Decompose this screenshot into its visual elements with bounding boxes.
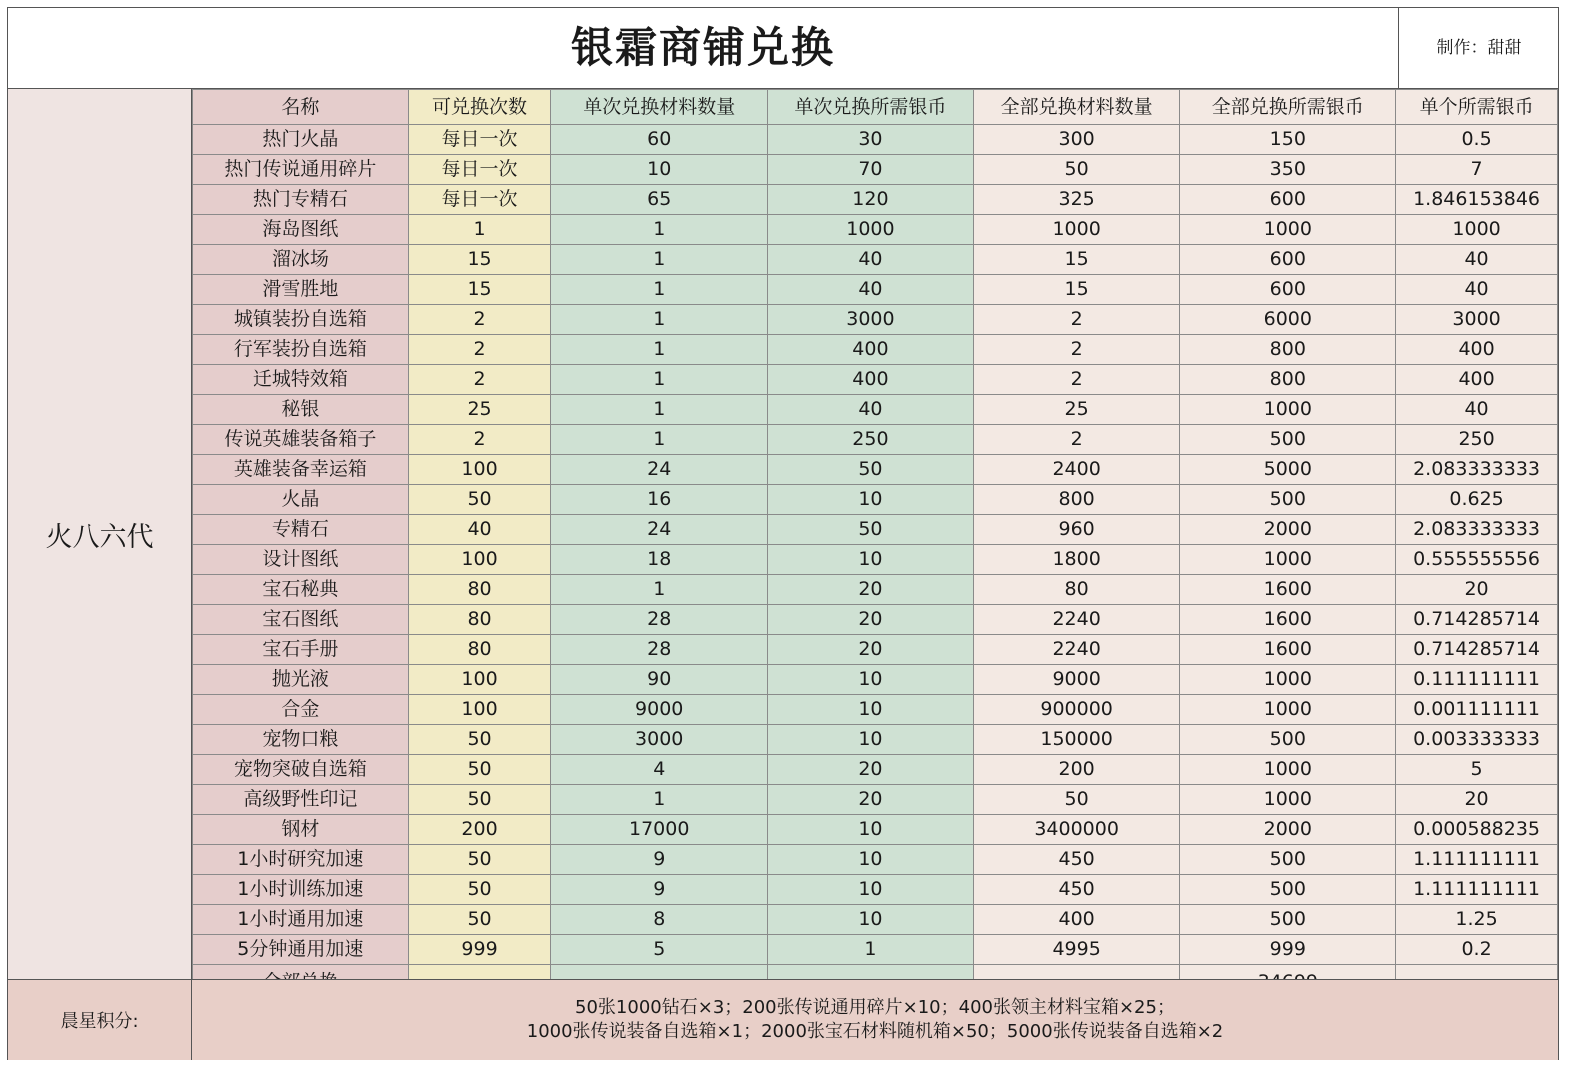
cell-total-coins: 800 <box>1180 335 1396 365</box>
cell-single-qty: 3000 <box>551 725 768 755</box>
cell-name: 热门传说通用碎片 <box>193 155 409 185</box>
table-row <box>193 305 1558 335</box>
cell-unit-coins: 0.001111111 <box>1396 695 1558 725</box>
header-times: 可兑换次数 <box>408 90 551 125</box>
spreadsheet <box>7 7 1559 1060</box>
cell-total-qty: 2240 <box>973 605 1180 635</box>
author-credit: 制作：甜甜 <box>1398 8 1559 88</box>
cell-unit-coins: 1.111111111 <box>1396 845 1558 875</box>
cell-single-coins: 20 <box>768 635 974 665</box>
cell-name: 宠物口粮 <box>193 725 409 755</box>
cell-unit-coins: 20 <box>1396 785 1558 815</box>
cell-total-qty: 2 <box>973 425 1180 455</box>
table-row <box>193 785 1558 815</box>
cell-unit-coins: 0.000588235 <box>1396 815 1558 845</box>
cell-total-qty: 15 <box>973 245 1180 275</box>
cell-times: 2 <box>408 365 551 395</box>
cell-unit-coins: 0.714285714 <box>1396 635 1558 665</box>
cell-unit-coins: 1.25 <box>1396 905 1558 935</box>
table-row <box>193 935 1558 965</box>
footer-line-2: 1000张传说装备自选箱×1；2000张宝石材料随机箱×50；5000张传说装备自选箱×2 <box>526 1021 1224 1042</box>
cell-total-coins: 350 <box>1180 155 1396 185</box>
cell-total-coins: 5000 <box>1180 455 1396 485</box>
table-row <box>193 455 1558 485</box>
cell-total-coins: 600 <box>1180 185 1396 215</box>
cell-single-coins: 400 <box>768 365 974 395</box>
cell-times: 2 <box>408 305 551 335</box>
table-row <box>193 725 1558 755</box>
cell-total-coins: 999 <box>1180 935 1396 965</box>
cell-single-qty: 1 <box>551 365 768 395</box>
cell-total-qty: 300 <box>973 125 1180 155</box>
cell-total-qty: 960 <box>973 515 1180 545</box>
cell-name: 专精石 <box>193 515 409 545</box>
cell-total-qty: 900000 <box>973 695 1180 725</box>
cell-name: 宝石手册 <box>193 635 409 665</box>
cell-total-coins: 500 <box>1180 845 1396 875</box>
cell-single-qty: 1 <box>551 245 768 275</box>
cell-times: 25 <box>408 395 551 425</box>
table-row <box>193 635 1558 665</box>
cell-single-qty: 10 <box>551 155 768 185</box>
header-total-coins: 全部兑换所需银币 <box>1180 90 1396 125</box>
cell-total-coins: 1000 <box>1180 785 1396 815</box>
cell-single-coins: 10 <box>768 665 974 695</box>
cell-times: 2 <box>408 335 551 365</box>
cell-times: 15 <box>408 245 551 275</box>
cell-name: 迁城特效箱 <box>193 365 409 395</box>
cell-unit-coins: 7 <box>1396 155 1558 185</box>
cell-name: 1小时研究加速 <box>193 845 409 875</box>
cell-single-qty: 28 <box>551 605 768 635</box>
cell-single-qty: 8 <box>551 905 768 935</box>
cell-unit-coins: 3000 <box>1396 305 1558 335</box>
table-row <box>193 845 1558 875</box>
cell-unit-coins: 40 <box>1396 245 1558 275</box>
cell-total-coins: 2000 <box>1180 815 1396 845</box>
table-row <box>193 485 1558 515</box>
footer-bar <box>8 979 1558 1060</box>
cell-times: 100 <box>408 695 551 725</box>
cell-total-coins: 1600 <box>1180 575 1396 605</box>
cell-single-coins: 3000 <box>768 305 974 335</box>
cell-single-coins: 20 <box>768 755 974 785</box>
cell-total-qty: 1800 <box>973 545 1180 575</box>
cell-single-qty: 17000 <box>551 815 768 845</box>
cell-total-coins: 2000 <box>1180 515 1396 545</box>
cell-name: 宝石秘典 <box>193 575 409 605</box>
cell-total-coins: 1600 <box>1180 635 1396 665</box>
cell-total-coins: 1000 <box>1180 395 1396 425</box>
title-row <box>8 8 1558 89</box>
cell-times: 50 <box>408 875 551 905</box>
cell-total-coins: 1000 <box>1180 695 1396 725</box>
cell-name: 抛光液 <box>193 665 409 695</box>
cell-name: 溜冰场 <box>193 245 409 275</box>
cell-total-coins: 600 <box>1180 245 1396 275</box>
cell-name: 1小时通用加速 <box>193 905 409 935</box>
cell-total-coins: 1000 <box>1180 215 1396 245</box>
cell-single-qty: 4 <box>551 755 768 785</box>
cell-single-coins: 20 <box>768 785 974 815</box>
cell-name: 宠物突破自选箱 <box>193 755 409 785</box>
cell-total-qty: 2400 <box>973 455 1180 485</box>
header-unit-coins: 单个所需银币 <box>1396 90 1558 125</box>
cell-times: 999 <box>408 935 551 965</box>
table-row <box>193 185 1558 215</box>
cell-name: 热门火晶 <box>193 125 409 155</box>
cell-single-coins: 40 <box>768 245 974 275</box>
cell-single-qty: 1 <box>551 395 768 425</box>
cell-total-qty: 50 <box>973 155 1180 185</box>
cell-name: 1小时训练加速 <box>193 875 409 905</box>
cell-unit-coins: 0.555555556 <box>1396 545 1558 575</box>
footer-line-1: 50张1000钻石×3；200张传说通用碎片×10；400张领主材料宝箱×25； <box>575 997 1175 1018</box>
cell-unit-coins: 400 <box>1396 335 1558 365</box>
table-header-row <box>193 90 1558 125</box>
cell-total-coins: 600 <box>1180 275 1396 305</box>
cell-unit-coins: 1.111111111 <box>1396 875 1558 905</box>
cell-single-coins: 120 <box>768 185 974 215</box>
cell-times: 15 <box>408 275 551 305</box>
cell-unit-coins: 0.714285714 <box>1396 605 1558 635</box>
cell-name: 设计图纸 <box>193 545 409 575</box>
cell-times: 2 <box>408 425 551 455</box>
cell-unit-coins: 400 <box>1396 365 1558 395</box>
cell-single-qty: 9 <box>551 845 768 875</box>
cell-total-coins: 1600 <box>1180 605 1396 635</box>
cell-total-qty: 25 <box>973 395 1180 425</box>
cell-name: 热门专精石 <box>193 185 409 215</box>
cell-unit-coins: 0.5 <box>1396 125 1558 155</box>
table-row <box>193 605 1558 635</box>
table-row <box>193 275 1558 305</box>
cell-times: 100 <box>408 455 551 485</box>
cell-single-qty: 24 <box>551 515 768 545</box>
cell-single-qty: 5 <box>551 935 768 965</box>
cell-name: 滑雪胜地 <box>193 275 409 305</box>
page-title: 银霜商铺兑换 <box>570 23 835 72</box>
cell-name: 城镇装扮自选箱 <box>193 305 409 335</box>
cell-single-coins: 10 <box>768 815 974 845</box>
cell-unit-coins: 0.111111111 <box>1396 665 1558 695</box>
cell-total-coins: 500 <box>1180 425 1396 455</box>
cell-times: 50 <box>408 725 551 755</box>
cell-total-qty: 325 <box>973 185 1180 215</box>
cell-total-coins: 500 <box>1180 905 1396 935</box>
footer-label: 晨星积分: <box>8 980 192 1060</box>
cell-single-coins: 10 <box>768 545 974 575</box>
cell-unit-coins: 2.083333333 <box>1396 455 1558 485</box>
cell-single-qty: 65 <box>551 185 768 215</box>
table-row <box>193 125 1558 155</box>
cell-single-coins: 10 <box>768 845 974 875</box>
cell-times: 80 <box>408 575 551 605</box>
table-row <box>193 815 1558 845</box>
cell-single-coins: 20 <box>768 605 974 635</box>
exchange-table <box>192 89 1558 1001</box>
header-single-qty: 单次兑换材料数量 <box>551 90 768 125</box>
cell-single-coins: 10 <box>768 725 974 755</box>
cell-total-qty: 400 <box>973 905 1180 935</box>
cell-total-coins: 1000 <box>1180 665 1396 695</box>
cell-name: 行军装扮自选箱 <box>193 335 409 365</box>
table-row <box>193 155 1558 185</box>
cell-single-coins: 10 <box>768 875 974 905</box>
cell-times: 每日一次 <box>408 155 551 185</box>
cell-name: 5分钟通用加速 <box>193 935 409 965</box>
cell-total-qty: 2 <box>973 305 1180 335</box>
cell-single-coins: 40 <box>768 275 974 305</box>
cell-single-coins: 400 <box>768 335 974 365</box>
cell-total-qty: 80 <box>973 575 1180 605</box>
cell-single-qty: 18 <box>551 545 768 575</box>
cell-total-qty: 800 <box>973 485 1180 515</box>
cell-times: 50 <box>408 485 551 515</box>
cell-total-coins: 500 <box>1180 485 1396 515</box>
cell-name: 高级野性印记 <box>193 785 409 815</box>
cell-times: 50 <box>408 785 551 815</box>
cell-times: 50 <box>408 845 551 875</box>
cell-single-coins: 10 <box>768 695 974 725</box>
cell-times: 1 <box>408 215 551 245</box>
cell-total-qty: 1000 <box>973 215 1180 245</box>
cell-unit-coins: 1.846153846 <box>1396 185 1558 215</box>
table-row <box>193 395 1558 425</box>
cell-times: 40 <box>408 515 551 545</box>
cell-total-qty: 450 <box>973 875 1180 905</box>
cell-single-qty: 24 <box>551 455 768 485</box>
cell-unit-coins: 40 <box>1396 395 1558 425</box>
side-group-label: 火八六代 <box>8 89 192 979</box>
cell-single-qty: 1 <box>551 785 768 815</box>
cell-total-coins: 150 <box>1180 125 1396 155</box>
cell-single-qty: 60 <box>551 125 768 155</box>
cell-total-qty: 150000 <box>973 725 1180 755</box>
cell-single-qty: 90 <box>551 665 768 695</box>
cell-total-qty: 3400000 <box>973 815 1180 845</box>
cell-times: 50 <box>408 755 551 785</box>
cell-times: 50 <box>408 905 551 935</box>
header-name: 名称 <box>193 90 409 125</box>
cell-name: 钢材 <box>193 815 409 845</box>
cell-total-coins: 1000 <box>1180 755 1396 785</box>
cell-times: 每日一次 <box>408 125 551 155</box>
cell-total-qty: 15 <box>973 275 1180 305</box>
cell-unit-coins: 1000 <box>1396 215 1558 245</box>
cell-unit-coins: 20 <box>1396 575 1558 605</box>
cell-single-qty: 9 <box>551 875 768 905</box>
table-row <box>193 665 1558 695</box>
cell-single-qty: 1 <box>551 275 768 305</box>
cell-name: 秘银 <box>193 395 409 425</box>
cell-total-coins: 500 <box>1180 725 1396 755</box>
cell-total-qty: 9000 <box>973 665 1180 695</box>
cell-total-coins: 6000 <box>1180 305 1396 335</box>
header-total-qty: 全部兑换材料数量 <box>973 90 1180 125</box>
cell-single-qty: 28 <box>551 635 768 665</box>
cell-single-coins: 10 <box>768 485 974 515</box>
cell-single-coins: 40 <box>768 395 974 425</box>
cell-name: 英雄装备幸运箱 <box>193 455 409 485</box>
cell-times: 每日一次 <box>408 185 551 215</box>
cell-times: 100 <box>408 665 551 695</box>
cell-times: 80 <box>408 635 551 665</box>
cell-single-coins: 1 <box>768 935 974 965</box>
table-row <box>193 755 1558 785</box>
cell-times: 100 <box>408 545 551 575</box>
table-row <box>193 545 1558 575</box>
cell-total-qty: 2 <box>973 365 1180 395</box>
cell-name: 火晶 <box>193 485 409 515</box>
cell-total-coins: 800 <box>1180 365 1396 395</box>
cell-single-qty: 1 <box>551 335 768 365</box>
cell-name: 海岛图纸 <box>193 215 409 245</box>
cell-single-coins: 30 <box>768 125 974 155</box>
cell-single-coins: 20 <box>768 575 974 605</box>
cell-single-coins: 250 <box>768 425 974 455</box>
cell-single-coins: 1000 <box>768 215 974 245</box>
cell-single-qty: 1 <box>551 425 768 455</box>
cell-total-qty: 4995 <box>973 935 1180 965</box>
cell-total-qty: 2 <box>973 335 1180 365</box>
cell-single-qty: 16 <box>551 485 768 515</box>
cell-total-coins: 1000 <box>1180 545 1396 575</box>
cell-total-coins: 500 <box>1180 875 1396 905</box>
cell-single-coins: 50 <box>768 455 974 485</box>
table-row <box>193 695 1558 725</box>
cell-single-qty: 9000 <box>551 695 768 725</box>
table-row <box>193 245 1558 275</box>
cell-times: 80 <box>408 605 551 635</box>
cell-total-qty: 200 <box>973 755 1180 785</box>
table-row <box>193 425 1558 455</box>
cell-single-coins: 50 <box>768 515 974 545</box>
cell-single-coins: 70 <box>768 155 974 185</box>
table-row <box>193 215 1558 245</box>
cell-unit-coins: 0.625 <box>1396 485 1558 515</box>
cell-unit-coins: 5 <box>1396 755 1558 785</box>
table-row <box>193 905 1558 935</box>
table-row <box>193 515 1558 545</box>
cell-unit-coins: 0.2 <box>1396 935 1558 965</box>
cell-unit-coins: 2.083333333 <box>1396 515 1558 545</box>
footer-rewards <box>192 980 1558 1060</box>
cell-total-qty: 50 <box>973 785 1180 815</box>
cell-single-qty: 1 <box>551 575 768 605</box>
cell-total-qty: 450 <box>973 845 1180 875</box>
cell-single-coins: 10 <box>768 905 974 935</box>
cell-name: 宝石图纸 <box>193 605 409 635</box>
cell-name: 传说英雄装备箱子 <box>193 425 409 455</box>
table-row <box>193 335 1558 365</box>
table-row <box>193 875 1558 905</box>
cell-unit-coins: 40 <box>1396 275 1558 305</box>
cell-unit-coins: 0.003333333 <box>1396 725 1558 755</box>
cell-unit-coins: 250 <box>1396 425 1558 455</box>
header-single-coins: 单次兑换所需银币 <box>768 90 974 125</box>
cell-times: 200 <box>408 815 551 845</box>
cell-name: 合金 <box>193 695 409 725</box>
table-row <box>193 575 1558 605</box>
cell-single-qty: 1 <box>551 215 768 245</box>
table-row <box>193 365 1558 395</box>
cell-total-qty: 2240 <box>973 635 1180 665</box>
cell-single-qty: 1 <box>551 305 768 335</box>
